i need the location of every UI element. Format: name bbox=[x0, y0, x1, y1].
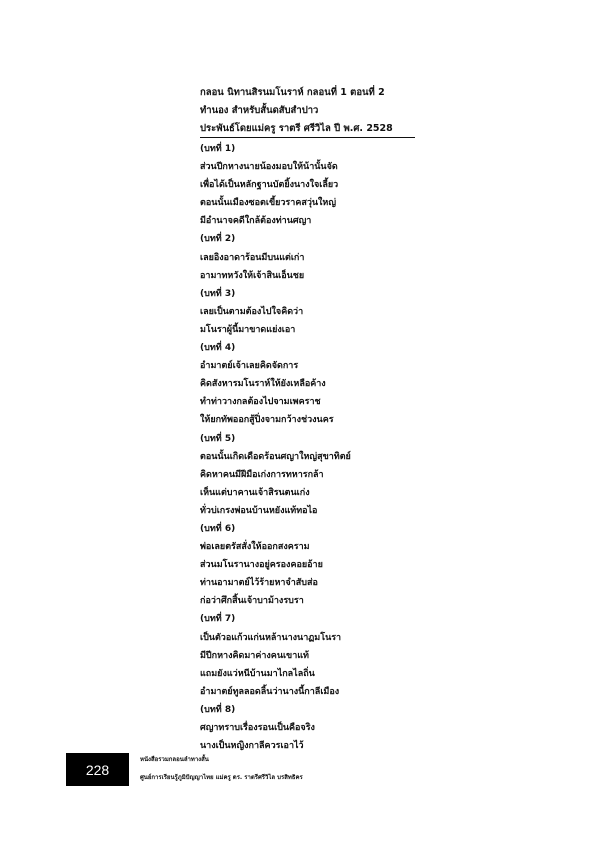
poem-line: มีอำนาจคดีใกล้ต้องท่านศญา bbox=[200, 216, 312, 227]
poem-line: ศญาทราบเรื่องรอนเป็นคือจริง bbox=[200, 723, 315, 733]
footer-publisher: ศูนย์การเรียนรู้ภูมิปัญญาไทย แม่ครู ดร. ราตรีศรีวิไล บรสิทธิคร bbox=[140, 774, 303, 781]
stanza-heading: (บทที่ 3) bbox=[200, 288, 236, 299]
poem-line: ให้ยกทัพออกสู้ปิ่งจามกว้างช่วงนคร bbox=[200, 415, 334, 426]
poem-line: ก่อว่าศึกสิ้นเจ้าบาม้างรบรา bbox=[200, 596, 304, 607]
poem-line: เห็นแต่บาคานเจ้าสิรนตนเก่ง bbox=[200, 487, 310, 498]
poem-line: อำมาตย์ทูลลอดลิ้นว่านางนี้กาลีเมือง bbox=[200, 686, 340, 697]
header-author: ประพันธ์โดยแม่ครู ราตรี ศรีวิไล ปี พ.ศ. 2528 bbox=[200, 123, 393, 134]
stanza-heading: (บทที่ 1) bbox=[200, 144, 236, 154]
stanza-heading: (บทที่ 8) bbox=[200, 704, 236, 715]
poem-header bbox=[200, 84, 420, 138]
poem-body bbox=[200, 140, 460, 755]
poem-line: ทั่วบ่เกรงพ่อนบ้านหยังแท้ทอไอ bbox=[200, 505, 318, 516]
poem-line: คิดหาคนมีฝีมือเก่งการทหารกล้า bbox=[200, 469, 324, 480]
stanza-heading: (บทที่ 7) bbox=[200, 614, 236, 625]
poem-line: มโนราผู้นี้มาขาดแย่งเอา bbox=[200, 324, 296, 335]
poem-line: คิดสังหารมโนราห์ให้ยังเหลือค้าง bbox=[200, 379, 326, 390]
page-number: 228 bbox=[85, 761, 110, 778]
stanza-heading: (บทที่ 5) bbox=[200, 433, 236, 444]
poem-line: ตอนนั้นเกิดเดือดร้อนศญาใหญ่สุขาทิตย์ bbox=[200, 451, 351, 462]
header-title: กลอน นิทานสิรนมโนราห์ กลอนที่ 1 ตอนที่ 2 bbox=[200, 87, 385, 98]
footer-text bbox=[140, 753, 440, 785]
poem-line: เพื่อได้เป็นหลักฐานบัตยิ้งนางใจเลี้ยว bbox=[200, 180, 339, 191]
footer-book-title: หนังสือรวมกลอนลำทางสั้น bbox=[140, 756, 209, 763]
stanza-heading: (บทที่ 6) bbox=[200, 523, 236, 534]
stanza-heading: (บทที่ 2) bbox=[200, 234, 236, 245]
poem-line: เลยอิงอาดาร้อนมีบนแต่เก่า bbox=[200, 252, 305, 263]
poem-line: แถมยังแว่หนีบ้านมาไกลไลถิ่น bbox=[200, 668, 315, 679]
poem-line: ส่วนปีกหางนายน้องมอบให้น้านั้นจัด bbox=[200, 162, 338, 173]
poem-line: ทำท่าวางกลต้องไปจามเพคราช bbox=[200, 397, 321, 408]
poem-line: เลยเป็นตามต้องไปใจคิดว่า bbox=[200, 306, 304, 317]
poem-line: มีปีกหางคิดมาค่างคนเขาแท้ bbox=[200, 650, 309, 661]
poem-line: เป็นตัวอแก้วแก่นหล้านางนาฏมโนรา bbox=[200, 632, 342, 643]
poem-line: ตอนนั้นเมืองซอตเขี้ยวราคสวุ่นใหญ่ bbox=[200, 198, 337, 209]
poem-line: นางเป็นหญิงกาลีควรเอาไว้ bbox=[200, 741, 304, 752]
header-underline bbox=[200, 137, 415, 138]
poem-line: ส่วนมโนรานางอยู่ครองคอยอ้าย bbox=[200, 560, 323, 571]
header-melody: ทำนอง สำหรับสั้นดสับสำปาว bbox=[200, 105, 319, 116]
page-number-box bbox=[66, 753, 129, 786]
poem-line: อามาทหวังให้เจ้าสินเอ็นชย bbox=[200, 270, 305, 281]
stanza-heading: (บทที่ 4) bbox=[200, 343, 236, 354]
poem-line: พ่อเลยตรัสสั่งให้ออกสงคราม bbox=[200, 542, 310, 553]
poem-line: อำมาตย์เจ้าเลยคิดจัดการ bbox=[200, 361, 299, 372]
poem-line: ท่านอามาตย์ไว้ร้ายหาจำสับส่อ bbox=[200, 578, 318, 589]
